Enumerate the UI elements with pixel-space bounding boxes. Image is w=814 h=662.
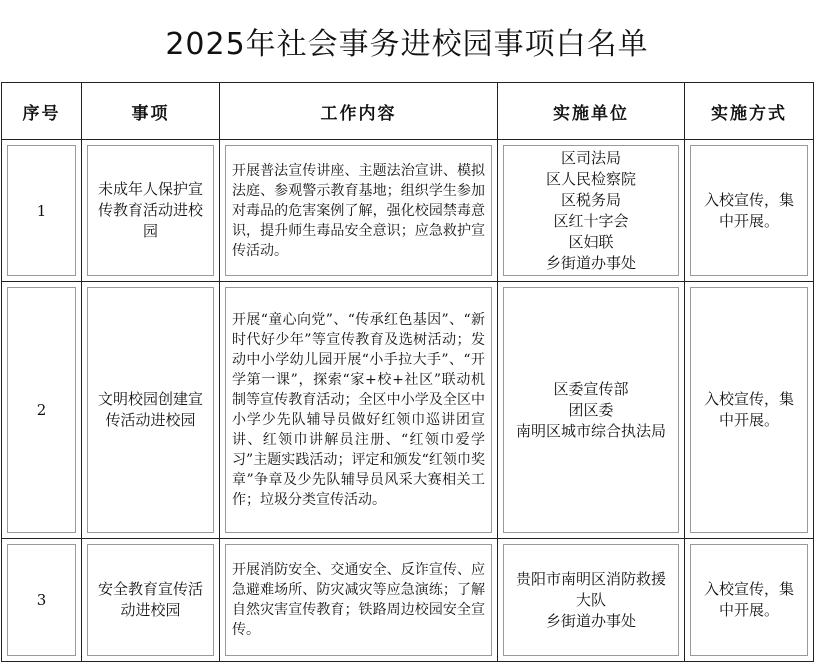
unit-name: 区司法局 <box>560 148 621 167</box>
row-no: 2 <box>7 287 76 533</box>
table-row <box>2 282 814 539</box>
table-header-row <box>2 83 814 140</box>
row-item: 未成年人保护宣传教育活动进校园 <box>87 145 214 276</box>
row-units <box>503 287 679 533</box>
row-item: 文明校园创建宣传活动进校园 <box>87 287 214 533</box>
row-item: 安全教育宣传活动进校园 <box>87 544 214 656</box>
page-title: 2025年社会事务进校园事项白名单 <box>165 27 649 62</box>
unit-name: 区税务局 <box>560 190 621 209</box>
row-no: 3 <box>7 544 76 656</box>
unit-name: 团区委 <box>568 400 614 419</box>
whitelist-table <box>1 82 814 662</box>
row-mode: 入校宣传，集中开展。 <box>690 287 808 533</box>
row-no: 1 <box>7 145 76 276</box>
unit-name: 区人民检察院 <box>545 169 636 188</box>
unit-name: 乡街道办事处 <box>545 611 636 630</box>
header-no: 序号 <box>2 83 82 140</box>
unit-name: 南明区城市综合执法局 <box>515 421 666 440</box>
unit-name: 区妇联 <box>568 232 614 251</box>
unit-name: 贵阳市南明区消防救援大队 <box>515 569 666 609</box>
unit-name: 区红十字会 <box>553 211 629 230</box>
row-units <box>503 544 679 656</box>
table-row <box>2 539 814 662</box>
row-content: 开展“童心向党”、“传承红色基因”、“新时代好少年”等宣传教育及选树活动；发动中小学幼儿园开展“小手拉大手”、“开学第一课”，探索“家+校+社区”联动机制等宣传教育活动；全区中小学及全区中小学少先队辅导员做好红领巾巡讲团宣讲、红领巾讲解员注册、“红领巾爱学习”主题实践活动；评定和颁发“红领巾奖章”争章及少先队辅导员风采大赛相关工作；垃圾分类宣传活动。 <box>225 287 492 533</box>
row-mode: 入校宣传，集中开展。 <box>690 145 808 276</box>
header-unit: 实施单位 <box>498 83 685 140</box>
row-mode: 入校宣传，集中开展。 <box>690 544 808 656</box>
header-content: 工作内容 <box>220 83 498 140</box>
row-content: 开展消防安全、交通安全、反诈宣传、应急避难场所、防灾减灾等应急演练；了解自然灾害宣传教育；铁路周边校园安全宣传。 <box>225 544 492 656</box>
row-units <box>503 145 679 276</box>
table-row <box>2 140 814 282</box>
header-item: 事项 <box>82 83 220 140</box>
unit-name: 区委宣传部 <box>553 379 629 398</box>
unit-name: 乡街道办事处 <box>545 253 636 272</box>
header-mode: 实施方式 <box>685 83 814 140</box>
row-content: 开展普法宣传讲座、主题法治宣讲、模拟法庭、参观警示教育基地；组织学生参加对毒品的危害案例了解，强化校园禁毒意识，提升师生毒品安全意识；应急救护宣传活动。 <box>225 145 492 276</box>
